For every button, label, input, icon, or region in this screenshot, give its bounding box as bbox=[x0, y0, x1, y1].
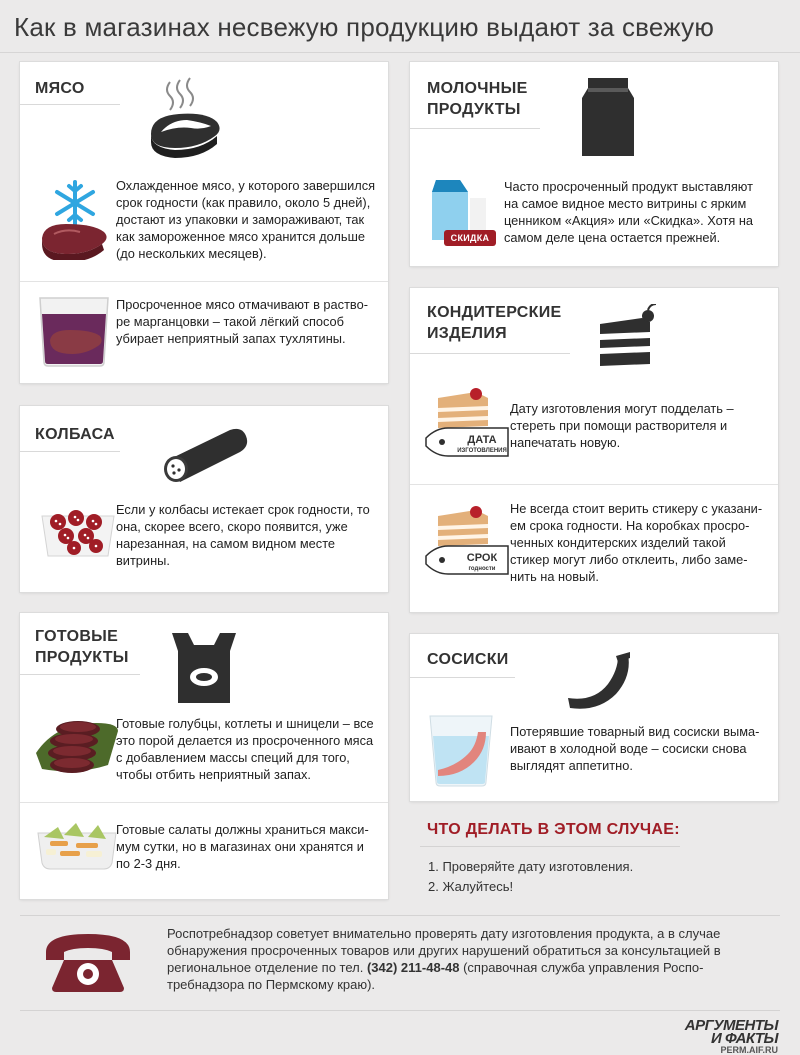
meat-card bbox=[20, 62, 388, 383]
sausage-heading: КОЛБАСА bbox=[35, 426, 115, 443]
meat-rolls-plate-icon bbox=[34, 713, 120, 783]
footer-text-after: (справочная служба управления Роспо-требнадзора по Пермскому краю). bbox=[167, 960, 704, 992]
discount-tag bbox=[444, 230, 496, 246]
water-glass-frankfurter-icon bbox=[428, 710, 494, 790]
dairy-card bbox=[410, 62, 778, 266]
confectionery-heading-line2: ИЗДЕЛИЯ bbox=[427, 325, 507, 342]
date-sticker-main: ДАТА bbox=[467, 434, 497, 446]
milk-carton-icon bbox=[578, 76, 638, 160]
footer-top-rule bbox=[20, 915, 780, 916]
expiry-sticker-sub: годности bbox=[468, 566, 496, 572]
confectionery-text-1: Дату изготовления могут подделать – стереть при помощи растворителя и напечатать новую. bbox=[510, 401, 734, 450]
confectionery-divider bbox=[410, 484, 778, 485]
steak-icon bbox=[145, 76, 220, 158]
sausage-text-1: Если у колбасы истекает срок годности, то она, скорее всего, скоро появится, уже нарезанная, на самом видном месте витрины. bbox=[116, 502, 370, 568]
ready-divider bbox=[20, 802, 388, 803]
meat-heading: МЯСО bbox=[35, 80, 85, 97]
confectionery-card bbox=[410, 288, 778, 612]
frankfurters-heading-rule bbox=[410, 677, 515, 678]
confectionery-text-2: Не всегда стоит верить стикеру с указани-ем срока годности. На коробках просро-ченных кондитерских изделий такой стикер могут либо отклеить, либо заме-нить на новый. bbox=[510, 501, 763, 584]
logo-line2: И ФАКТЫ bbox=[711, 1030, 778, 1047]
what-to-do-rule bbox=[420, 846, 680, 847]
expiry-sticker-main: СРОК bbox=[466, 552, 498, 564]
cake-date-icon bbox=[434, 382, 494, 430]
salami-icon bbox=[160, 422, 250, 484]
what-to-do-list bbox=[428, 857, 633, 897]
footer-phone: (342) 211-48-48 bbox=[366, 960, 460, 975]
logo-site: PERM.AIF.RU bbox=[720, 1045, 778, 1055]
sausage-card bbox=[20, 406, 388, 592]
meat-divider bbox=[20, 281, 388, 282]
dairy-heading-line2: ПРОДУКТЫ bbox=[427, 101, 521, 118]
cake-expiry-icon bbox=[434, 500, 494, 548]
frankfurter-icon bbox=[562, 646, 634, 710]
sliced-sausage-plate-icon bbox=[38, 502, 118, 560]
frankfurters-text-1: Потерявшие товарный вид сосиски выма-ивают в холодной воде – сосиски снова выглядят аппетитно. bbox=[510, 724, 760, 773]
date-sticker-sub: ИЗГОТОВЛЕНИЯ bbox=[457, 448, 507, 454]
takeout-box-icon bbox=[168, 629, 240, 709]
footer-bottom-rule bbox=[20, 1010, 780, 1011]
ready-card bbox=[20, 613, 388, 899]
logo-line1: АРГУМЕНТЫ bbox=[684, 1017, 778, 1034]
frankfurters-card bbox=[410, 634, 778, 801]
what-to-do-title: ЧТО ДЕЛАТЬ В ЭТОМ СЛУЧАЕ: bbox=[427, 821, 680, 838]
what-to-do-step: 1. Проверяйте дату изготовления. bbox=[428, 859, 634, 874]
confectionery-heading-line1: КОНДИТЕРСКИЕ bbox=[427, 304, 562, 321]
frankfurters-heading: СОСИСКИ bbox=[427, 651, 509, 668]
ready-text-2: Готовые салаты должны храниться макси-мум сутки, но в магазинах они хранятся и по 2-3 дня. bbox=[116, 822, 369, 871]
dairy-heading-rule bbox=[410, 128, 540, 129]
sausage-heading-rule bbox=[20, 451, 120, 452]
ready-heading-line2: ПРОДУКТЫ bbox=[35, 649, 129, 666]
meat-piece-icon bbox=[40, 220, 112, 260]
ready-heading-rule bbox=[20, 674, 140, 675]
ready-heading-line1: ГОТОВЫЕ bbox=[35, 628, 119, 645]
footer-text-before: Роспотребнадзор советует внимательно проверять дату изготовления продукта, а в случае обнаружения просроченных товаров или других нарушений обратиться за консультацией в региональное отделение по тел. bbox=[167, 926, 721, 975]
dairy-heading-line1: МОЛОЧНЫЕ bbox=[427, 80, 528, 97]
meat-text-1: Охлажденное мясо, у которого завершился срок годности (как правило, около 5 дней), достают из упаковки и замораживают, так как замороженное мясо хранится дольше (до нескольких месяцев). bbox=[116, 178, 376, 261]
title-divider bbox=[0, 52, 800, 53]
aif-logo bbox=[685, 1019, 778, 1055]
page-title: Как в магазинах несвежую продукцию выдают за свежую bbox=[14, 12, 715, 42]
meat-heading-rule bbox=[20, 104, 120, 105]
phone-icon bbox=[42, 930, 134, 994]
footer-note bbox=[167, 925, 767, 993]
confectionery-heading-rule bbox=[410, 353, 570, 354]
glass-icon bbox=[36, 292, 112, 368]
meat-text-2: Просроченное мясо отмачивают в раство-ре марганцовки – такой лёгкий способ убирает неприятный запах тухлятины. bbox=[116, 297, 368, 346]
salad-bowl-icon bbox=[36, 817, 118, 871]
dairy-text-1: Часто просроченный продукт выставляют на самое видное место витрины с ярким ценником «Акция» или «Скидка». Хотя на самом деле цена остается прежней. bbox=[504, 179, 754, 245]
ready-text-1: Готовые голубцы, котлеты и шницели – все это порой делается из просроченного мяса с добавлением массы специй для того, чтобы отбить неприятный запах. bbox=[116, 716, 374, 782]
discount-tag-label: СКИДКА bbox=[450, 233, 490, 243]
cake-slice-icon bbox=[596, 304, 662, 370]
what-to-do-step: 2. Жалуйтесь! bbox=[428, 879, 514, 894]
